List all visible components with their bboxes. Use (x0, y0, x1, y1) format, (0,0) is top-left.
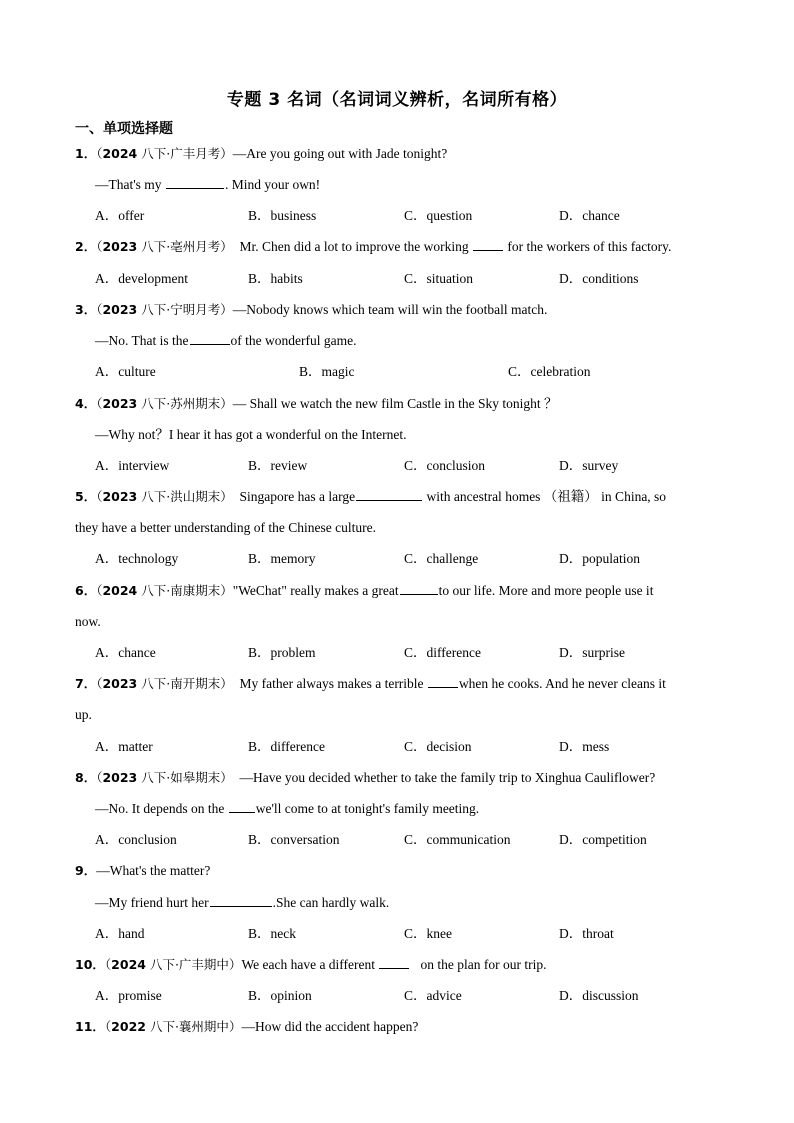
question-7-stem: 7．（2023 八下·南开期末） My father always makes a terrible when he cooks. And he never cleans it (75, 676, 666, 691)
question-number: 2． (75, 239, 97, 254)
question-2-stem: 2．（2023 八下·亳州月考） Mr. Chen did a lot to improve the working for the workers of this factory. (75, 239, 672, 254)
question-3-stem: 3．（2023 八下·宁明月考）—Nobody knows which team will win the football match. (75, 302, 548, 317)
answer-blank (166, 176, 224, 189)
option-c: C．advice (404, 988, 462, 1003)
answer-blank (190, 332, 230, 345)
option-c: C．situation (404, 271, 474, 286)
option-b: B．memory (248, 551, 316, 566)
option-a: A．conclusion (95, 832, 177, 847)
question-number: 9． (75, 863, 97, 878)
question-7-line-2: up. (75, 707, 92, 722)
option-d: D．discussion (559, 988, 639, 1003)
question-source: （2023 八下·苏州期末） (96, 396, 233, 411)
question-source: （2023 八下·亳州月考） (96, 239, 233, 254)
question-1-stem (75, 145, 447, 163)
option-a: A．interview (95, 458, 170, 473)
answer-blank (428, 675, 458, 688)
question-source: （2024 八下·广丰期中） (104, 957, 242, 972)
section-heading: 一、单项选择题 (75, 121, 173, 137)
answer-blank (473, 238, 503, 251)
question-5-stem: 5．（2023 八下·洪山期末） Singapore has a large with ancestral homes （祖籍） in China, so (75, 489, 667, 504)
question-number: 7． (75, 676, 97, 691)
question-source: （2024 八下·南康期末） (96, 583, 233, 598)
option-c: C．challenge (404, 551, 479, 566)
question-number: 11． (75, 1019, 105, 1034)
question-number: 10． (75, 957, 105, 972)
question-number: 3． (75, 302, 97, 317)
option-c: C．communication (404, 832, 511, 847)
option-c: C．conclusion (404, 458, 485, 473)
question-3-line-2: —No. That is the of the wonderful game. (95, 333, 357, 348)
option-a: A．chance (95, 645, 156, 660)
question-source: （2023 八下·宁明月考） (96, 302, 233, 317)
answer-blank (379, 956, 409, 969)
question-source: （2023 八下·如皋期末） (96, 770, 233, 785)
option-a: A．culture (95, 364, 156, 379)
option-a: A．matter (95, 739, 153, 754)
option-a: A．technology (95, 551, 179, 566)
question-source: （2023 八下·洪山期末） (96, 489, 233, 504)
option-c: C．knee (404, 926, 452, 941)
option-d: D．surprise (559, 645, 625, 660)
option-b: B．conversation (248, 832, 340, 847)
answer-blank (229, 800, 255, 813)
question-source: （2022 八下·襄州期中） (104, 1019, 242, 1034)
option-a: A．development (95, 271, 188, 286)
question-9-stem: 9．—What's the matter? (75, 863, 211, 878)
question-source: （2023 八下·南开期末） (96, 676, 233, 691)
option-b: B．review (248, 458, 308, 473)
option-c: C．celebration (508, 364, 591, 379)
question-5-line-2: they have a better understanding of the Chinese culture. (75, 520, 377, 535)
option-a: A．hand (95, 926, 145, 941)
option-d: D．mess (559, 739, 610, 754)
question-8-line-2: —No. It depends on the we'll come to at tonight's family meeting. (95, 801, 480, 816)
option-c: C．decision (404, 739, 472, 754)
question-6-stem: 6．（2024 八下·南康期末）"WeChat" really makes a great to our life. More and more people use it (75, 583, 654, 598)
option-d: D．conditions (559, 271, 639, 286)
option-c: C．question (404, 208, 473, 223)
question-10-stem: 10．（2024 八下·广丰期中）We each have a different on the plan for our trip. (75, 957, 547, 972)
question-number: 4． (75, 396, 97, 411)
option-b: B．opinion (248, 988, 312, 1003)
question-9-line-2: —My friend hurt her .She can hardly walk. (95, 895, 390, 910)
option-b: B．difference (248, 739, 325, 754)
question-number: 1． (75, 146, 97, 161)
option-b: B．magic (299, 364, 355, 379)
question-number: 8． (75, 770, 97, 785)
option-d: D．survey (559, 458, 619, 473)
option-b: B．neck (248, 926, 296, 941)
answer-blank (356, 488, 422, 501)
question-number: 5． (75, 489, 97, 504)
question-source: （2024 八下·广丰月考） (96, 146, 233, 161)
option-a: A．promise (95, 988, 162, 1003)
option-b: B．problem (248, 645, 316, 660)
page-title: 专题 3 名词（名词词义辨析，名词所有格） (226, 90, 568, 110)
question-text: —Are you going out with Jade tonight? (232, 146, 448, 161)
question-number: 6． (75, 583, 97, 598)
option-d: D．population (559, 551, 640, 566)
option-d: D．competition (559, 832, 647, 847)
question-8-stem: 8．（2023 八下·如皋期末） —Have you decided whether to take the family trip to Xinghua Cauliflower? (75, 770, 656, 785)
answer-blank (400, 582, 438, 595)
option-a: A．offer (95, 208, 145, 223)
option-d: D．chance (559, 208, 620, 223)
option-c: C．difference (404, 645, 481, 660)
question-11-stem: 11．（2022 八下·襄州期中）—How did the accident happen? (75, 1019, 419, 1034)
option-b: B．business (248, 208, 317, 223)
question-1-line-2: —That's my . Mind your own! (95, 177, 321, 192)
question-4-stem: 4．（2023 八下·苏州期末）— Shall we watch the new film Castle in the Sky tonight ？ (75, 396, 558, 411)
question-6-line-2: now. (75, 614, 101, 629)
option-b: B．habits (248, 271, 303, 286)
option-d: D．throat (559, 926, 614, 941)
question-4-line-2: —Why not？I hear it has got a wonderful on the Internet. (95, 427, 407, 442)
answer-blank (210, 894, 272, 907)
